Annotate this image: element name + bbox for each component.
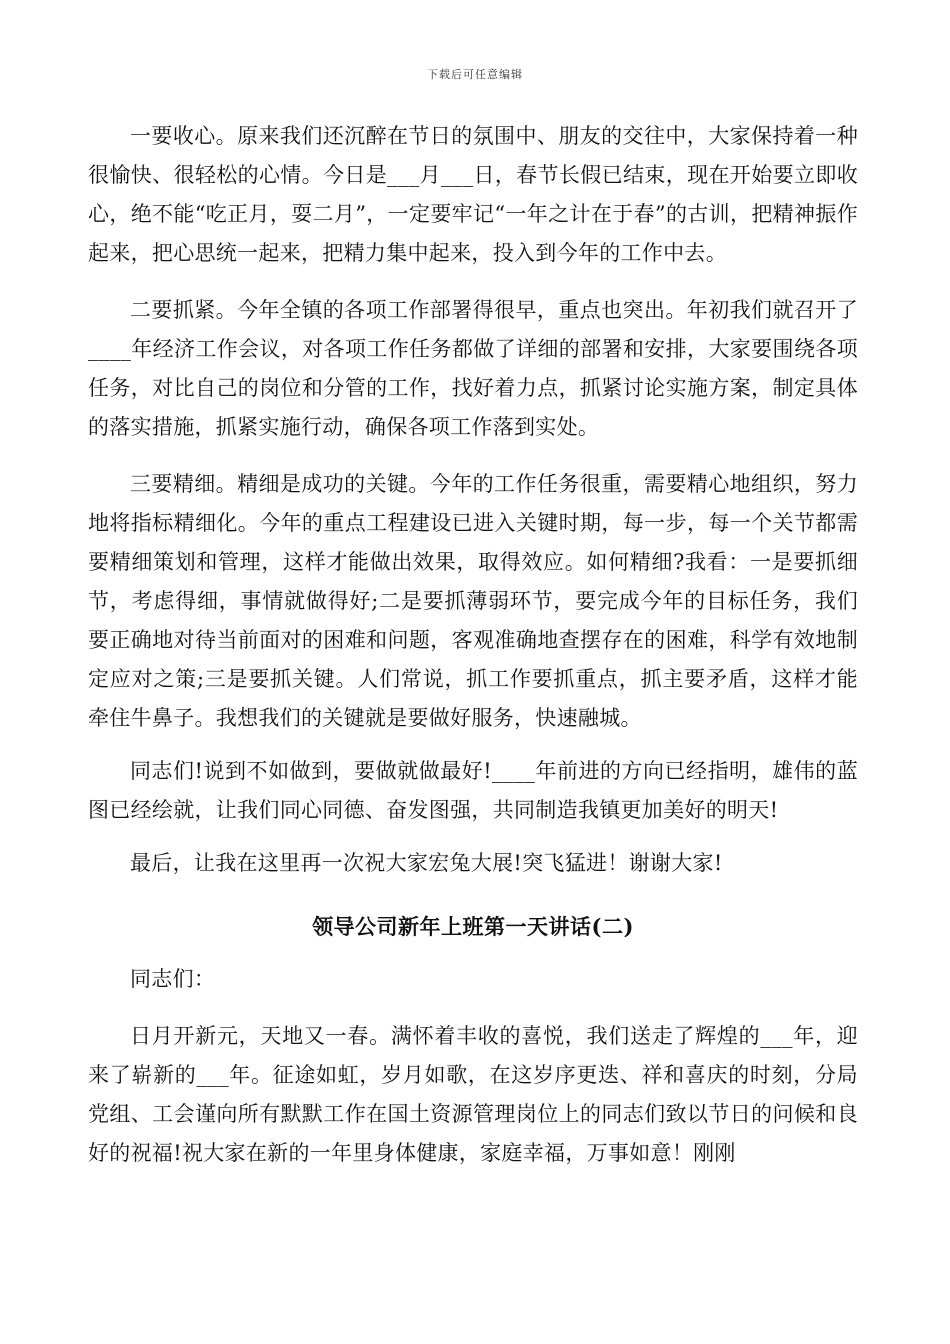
salutation: 同志们： bbox=[130, 967, 216, 991]
section-title: 领导公司新年上班第一天讲话(二) bbox=[312, 914, 634, 939]
document-body bbox=[88, 117, 858, 1173]
paragraph-call-to-action: 同志们!说到不如做到，要做就做最好!____年前进的方向已经指明，雄伟的蓝图已经绘就，让我们同心同德、奋发图强，共同制造我镇更加美好的明天! bbox=[88, 759, 858, 822]
paragraph-new-year: 日月开新元，天地又一春。满怀着丰收的喜悦，我们送走了辉煌的___年，迎来了崭新的___年。征途如虹，岁月如歌，在这岁序更迭、祥和喜庆的时刻，分局党组、工会谨向所有默默工作在国土资源管理岗位上的同志们致以节日的问候和良好的祝福!祝大家在新的一年里身体健康，家庭幸福，万事如意！刚刚 bbox=[88, 1024, 858, 1165]
paragraph-focus: 一要收心。原来我们还沉醉在节日的氛围中、朋友的交往中，大家保持着一种很愉快、很轻松的心情。今日是___月___日，春节长假已结束，现在开始要立即收心，绝不能“吃正月，耍二月”，一定要牢记“一年之计在于春”的古训，把精神振作起来，把心思统一起来，把精力集中起来，投入到今年的工作中去。 bbox=[88, 124, 858, 265]
paragraph-closing: 最后，让我在这里再一次祝大家宏兔大展!突飞猛进！谢谢大家! bbox=[130, 851, 723, 875]
header-note: 下载后可任意编辑 bbox=[427, 68, 523, 81]
paragraph-urgency: 二要抓紧。今年全镇的各项工作部署得很早，重点也突出。年初我们就召开了____年经济工作会议，对各项工作任务都做了详细的部署和安排，大家要围绕各项任务，对比自己的岗位和分管的工作，找好着力点，抓紧讨论实施方案，制定具体的落实措施，抓紧实施行动，确保各项工作落到实处。 bbox=[88, 298, 858, 439]
paragraph-precision: 三要精细。精细是成功的关键。今年的工作任务很重，需要精心地组织，努力地将指标精细化。今年的重点工程建设已进入关键时期，每一步，每一个关节都需要精细策划和管理，这样才能做出效果，取得效应。如何精细?我看：一是要抓细节，考虑得细，事情就做得好;二是要抓薄弱环节，要完成今年的目标任务，我们要正确地对待当前面对的困难和问题，客观准确地查摆存在的困难，科学有效地制定应对之策;三是要抓关键。人们常说，抓工作要抓重点，抓主要矛盾，这样才能牵住牛鼻子。我想我们的关键就是要做好服务，快速融城。 bbox=[88, 472, 858, 730]
